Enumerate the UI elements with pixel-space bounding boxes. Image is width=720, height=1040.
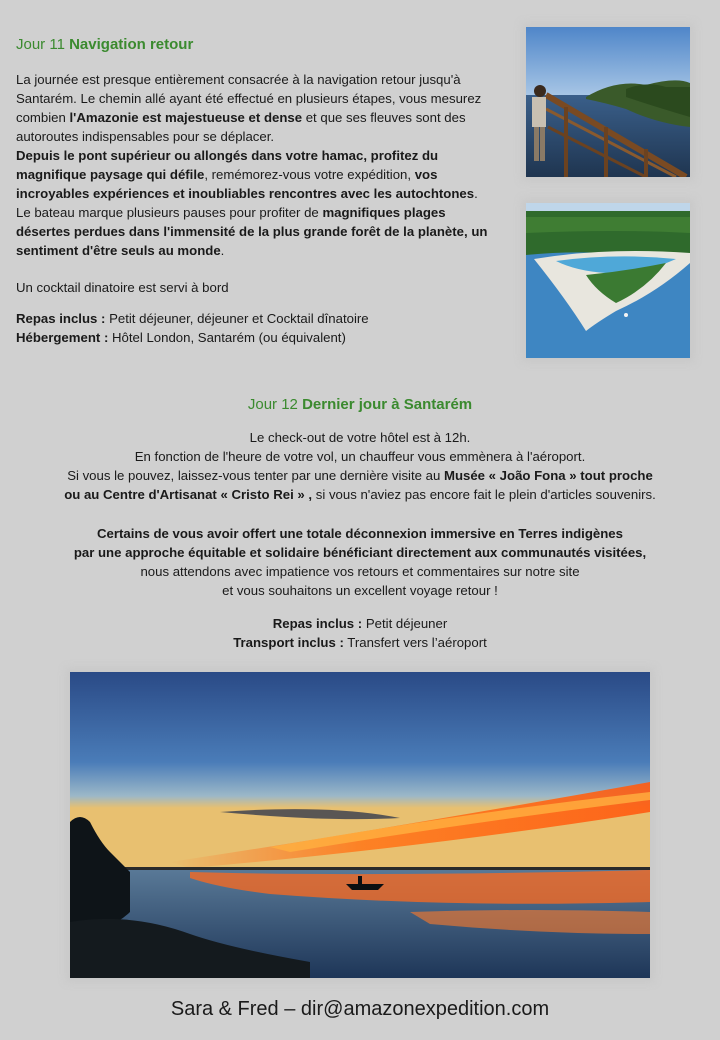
day11-label: Jour 11 xyxy=(16,36,65,53)
day12-title: Dernier jour à Santarém xyxy=(302,396,473,413)
checkout-line: Le check-out de votre hôtel est à 12h. xyxy=(249,430,471,445)
day12-inclusions xyxy=(0,614,720,652)
day12-meals: Repas inclus : Petit déjeuner xyxy=(272,616,448,631)
day12-details xyxy=(0,428,720,504)
day11-heading xyxy=(16,36,496,54)
day12-label: Jour 12 xyxy=(247,396,298,413)
day11-title: Navigation retour xyxy=(69,36,194,53)
aerial-beach-photo xyxy=(526,203,690,358)
day11-paragraph-3: Le bateau marque plusieurs pauses pour profiter de magnifiques plages désertes perdues dans l'immensité de la plus grande forêt de la planète, un sentiment d'être seuls au monde. xyxy=(16,205,488,258)
sunset-river-photo xyxy=(70,672,650,978)
day11-hotel: Hébergement : Hôtel London, Santarém (ou équivalent) xyxy=(16,330,346,345)
day12-transport: Transport inclus : Transfert vers l’aéroport xyxy=(233,635,487,650)
day11-paragraph-1: La journée est presque entièrement consacrée à la navigation retour jusqu'à Santarém. Le chemin allé ayant été effectué en plusieurs étapes, vous mesurez combien l'Amazonie est majestueuse et dense et que ses fleuves sont des autoroutes indispensables pour se déplacer. xyxy=(16,72,482,144)
day11-paragraph-2: Depuis le pont supérieur ou allongés dans votre hamac, profitez du magnifique paysage qui défile, remémorez-vous votre expédition, vos incroyables expériences et inoubliables rencontres avec les autochtones. xyxy=(16,148,478,201)
farewell-message: Certains de vous avoir offert une totale déconnexion immersive en Terres indigènes par une approche équitable et solidaire bénéficiant directement aux communautés visitées, nous attendons avec impatience vos retours et commentaires sur notre site et vous souhaitons un excellent voyage retour ! xyxy=(73,526,647,598)
boat-deck-photo xyxy=(526,27,690,177)
craft-center-line: ou au Centre d'Artisanat « Cristo Rei » , si vous n'aviez pas encore fait le plein d'articles souvenirs. xyxy=(64,487,656,502)
day11-cocktail: Un cocktail dinatoire est servi à bord xyxy=(16,280,229,295)
day11-section xyxy=(16,36,496,347)
day11-meals: Repas inclus : Petit déjeuner, déjeuner et Cocktail dînatoire xyxy=(16,311,369,326)
museum-line: Si vous le pouvez, laissez-vous tenter par une dernière visite au Musée « João Fona » tout proche xyxy=(67,468,653,483)
driver-line: En fonction de l'heure de votre vol, un chauffeur vous emmènera à l'aéroport. xyxy=(134,449,586,464)
footer-contact: Sara & Fred – dir@amazonexpedition.com xyxy=(170,998,550,1020)
day12-heading xyxy=(0,396,720,413)
